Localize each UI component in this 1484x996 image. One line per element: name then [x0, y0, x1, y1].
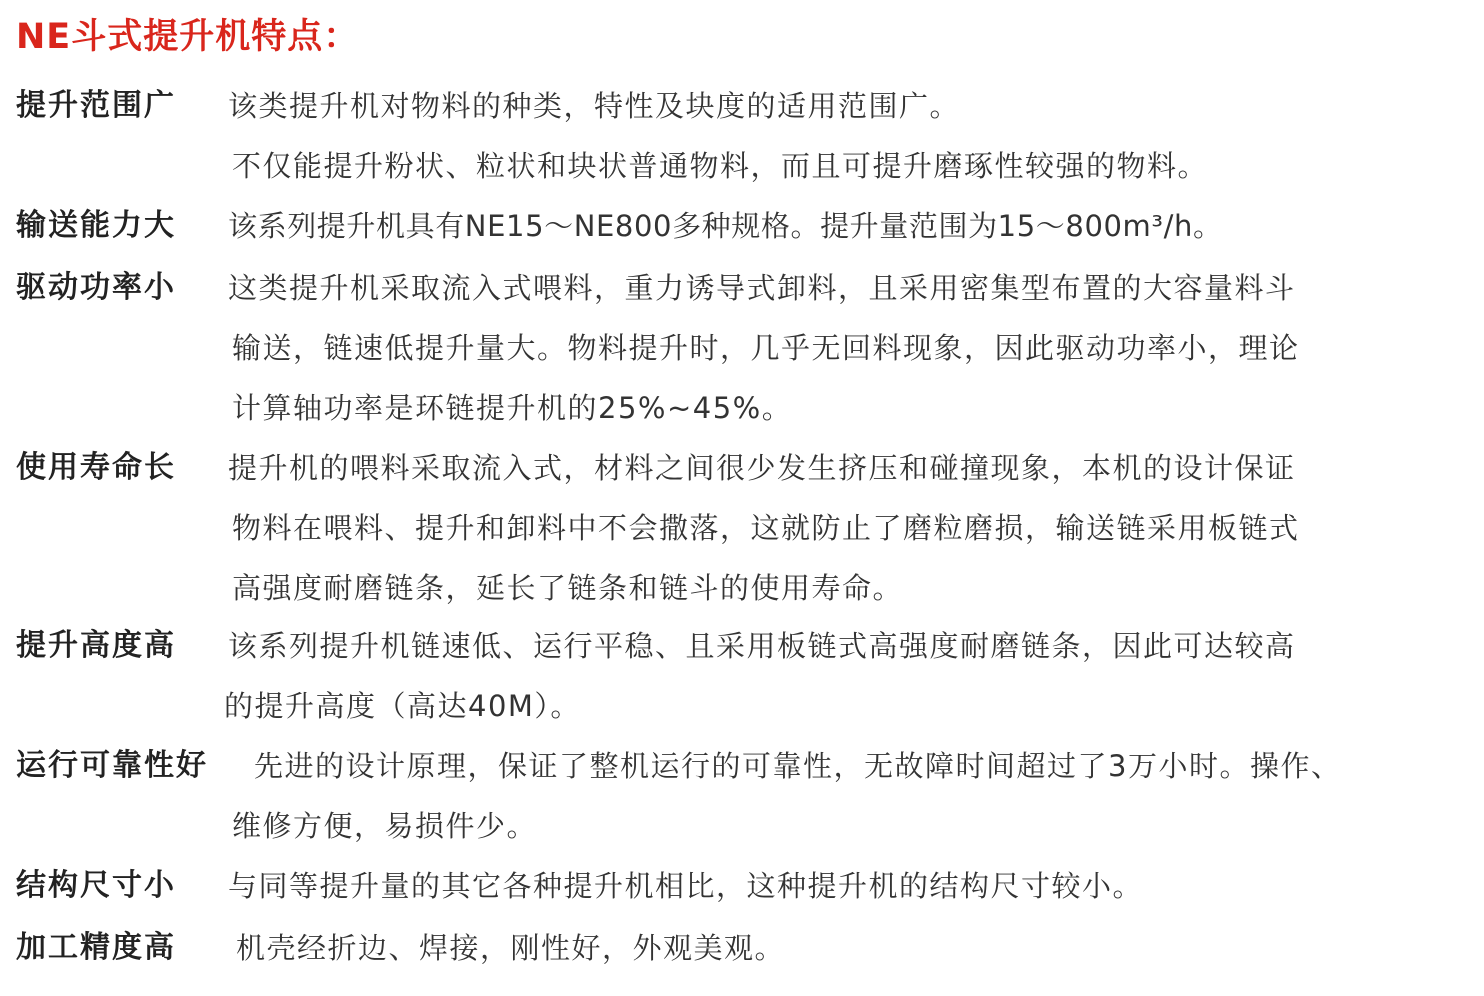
page-title: NE斗式提升机特点： [16, 17, 360, 57]
description-line: 提升机的喂料采取流入式，材料之间很少发生挤压和碰撞现象，本机的设计保证 [228, 451, 1296, 485]
feature-label: 提升范围广 [16, 88, 176, 123]
description-line: 的提升高度（高达40M）。 [224, 689, 581, 723]
description-line: 机壳经折边、焊接，刚性好，外观美观。 [236, 931, 786, 965]
feature-label: 驱动功率小 [16, 270, 176, 305]
description-line: 该系列提升机链速低、运行平稳、且采用板链式高强度耐磨链条，因此可达较高 [228, 629, 1296, 663]
description-line: 维修方便，易损件少。 [232, 809, 538, 843]
feature-description [230, 196, 1440, 256]
description-line: 不仅能提升粉状、粒状和块状普通物料，而且可提升磨琢性较强的物料。 [232, 149, 1209, 183]
description-line: 该类提升机对物料的种类，特性及块度的适用范围广。 [228, 89, 961, 123]
feature-description [230, 856, 1440, 916]
description-line: 物料在喂料、提升和卸料中不会撒落，这就防止了磨粒磨损，输送链采用板链式 [232, 511, 1300, 545]
feature-description [230, 76, 1440, 196]
feature-description [230, 258, 1440, 438]
description-line: 输送，链速低提升量大。物料提升时，几乎无回料现象，因此驱动功率小，理论 [232, 331, 1300, 365]
feature-label: 提升高度高 [16, 628, 176, 663]
feature-description [232, 736, 1466, 856]
description-line: 与同等提升量的其它各种提升机相比，这种提升机的结构尺寸较小。 [228, 869, 1144, 903]
feature-label: 结构尺寸小 [16, 868, 176, 903]
feature-label: 输送能力大 [16, 208, 176, 243]
feature-description [238, 918, 1448, 978]
feature-label: 使用寿命长 [16, 450, 176, 485]
feature-label: 加工精度高 [16, 930, 176, 965]
description-line: 高强度耐磨链条，延长了链条和链斗的使用寿命。 [232, 571, 904, 605]
feature-description [224, 616, 1440, 736]
description-line: 计算轴功率是环链提升机的25%~45%。 [232, 391, 793, 425]
feature-label: 运行可靠性好 [16, 748, 208, 783]
description-line: 该系列提升机具有NE15～NE800多种规格。提升量范围为15～800m³/h。 [228, 209, 1223, 243]
description-line: 这类提升机采取流入式喂料，重力诱导式卸料，且采用密集型布置的大容量料斗 [228, 271, 1296, 305]
description-line: 先进的设计原理，保证了整机运行的可靠性，无故障时间超过了3万小时。操作、 [254, 749, 1342, 783]
feature-description [230, 438, 1440, 618]
